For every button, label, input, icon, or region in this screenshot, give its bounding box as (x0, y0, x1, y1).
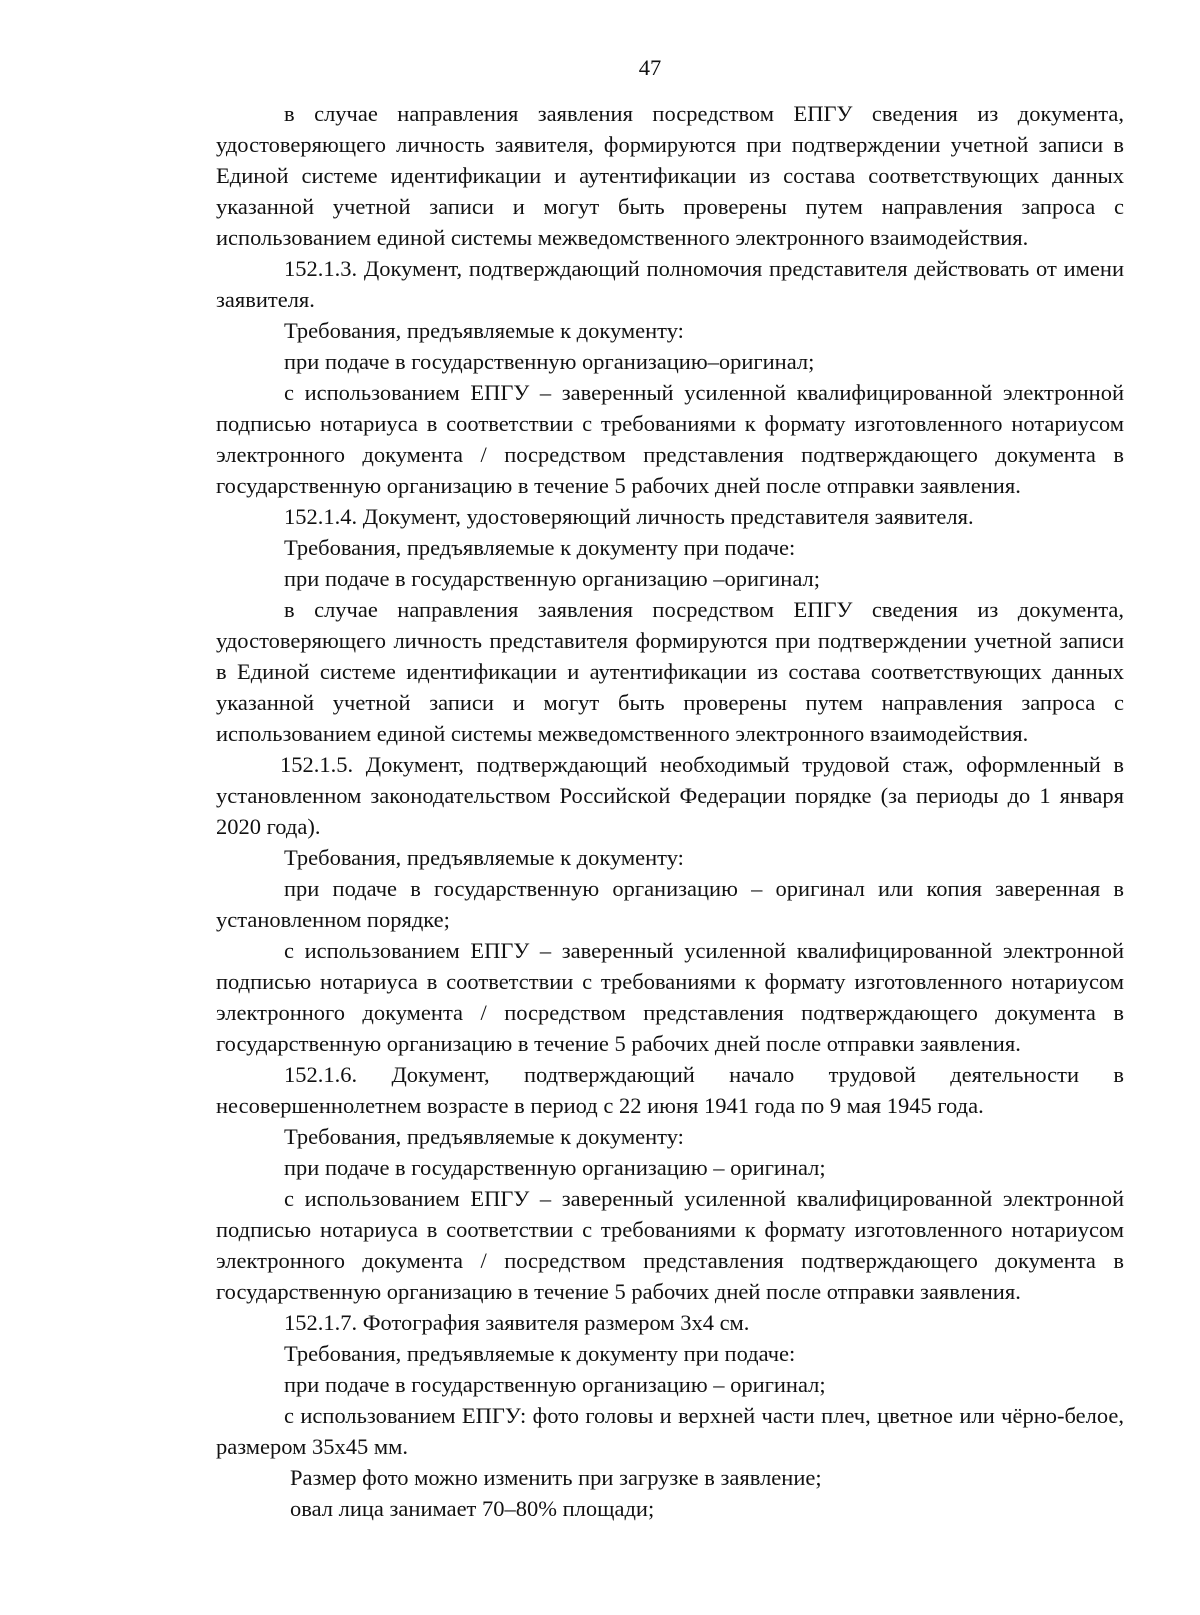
paragraph-epgu-notary: с использованием ЕПГУ – заверенный усиленной квалифицированной электронной подписью нотариуса в соответствии с требованиями к формату изготовленного нотариусом электронного документа / посредством представления подтверждающего документа в государственную организацию в течение 5 рабочих дней после отправки заявления. (216, 1186, 1124, 1304)
paragraph-152-1-5-heading: 152.1.5. Документ, подтверждающий необходимый трудовой стаж, оформленный в установленном законодательством Российской Федерации порядке (за периоды до 1 января 2020 года). (216, 752, 1124, 839)
paragraph-original: при подаче в государственную организацию –оригинал; (284, 566, 821, 591)
document-body (216, 98, 1124, 1524)
paragraph-requirements: Требования, предъявляемые к документу: (284, 1124, 684, 1149)
paragraph-epgu-notary: с использованием ЕПГУ – заверенный усиленной квалифицированной электронной подписью нотариуса в соответствии с требованиями к формату изготовленного нотариусом электронного документа / посредством представления подтверждающего документа в государственную организацию в течение 5 рабочих дней после отправки заявления. (216, 938, 1124, 1056)
paragraph-requirements-submission: Требования, предъявляемые к документу при подаче: (284, 1341, 796, 1366)
paragraph-epgu-notary: с использованием ЕПГУ – заверенный усиленной квалифицированной электронной подписью нотариуса в соответствии с требованиями к формату изготовленного нотариусом электронного документа / посредством представления подтверждающего документа в государственную организацию в течение 5 рабочих дней после отправки заявления. (216, 380, 1124, 498)
paragraph-152-1-7-heading: 152.1.7. Фотография заявителя размером 3х4 см. (284, 1310, 750, 1335)
paragraph-requirements: Требования, предъявляемые к документу: (284, 845, 684, 870)
paragraph-original-or-copy: при подаче в государственную организацию – оригинал или копия заверенная в установленном порядке; (216, 876, 1124, 932)
paragraph-requirements-submission: Требования, предъявляемые к документу при подаче: (284, 535, 796, 560)
paragraph-original: при подаче в государственную организацию–оригинал; (284, 349, 815, 374)
paragraph-original: при подаче в государственную организацию – оригинал; (284, 1155, 826, 1180)
paragraph-152-1-3-heading: 152.1.3. Документ, подтверждающий полномочия представителя действовать от имени заявителя. (216, 256, 1124, 312)
paragraph-152-1-6-heading: 152.1.6. Документ, подтверждающий начало трудовой деятельности в несовершеннолетнем возрасте в период с 22 июня 1941 года по 9 мая 1945 года. (216, 1062, 1124, 1118)
paragraph-epgu-identity-representative: в случае направления заявления посредством ЕПГУ сведения из документа, удостоверяющего личность представителя формируются при подтверждении учетной записи в Единой системе идентификации и аутентификации из состава соответствующих данных указанной учетной записи и могут быть проверены путем направления запроса с использованием единой системы межведомственного электронного взаимодействия. (216, 597, 1124, 746)
page-number: 47 (638, 55, 662, 80)
paragraph-epgu-photo: с использованием ЕПГУ: фото головы и верхней части плеч, цветное или чёрно-белое, размером 35х45 мм. (216, 1403, 1124, 1459)
paragraph-face-oval: овал лица занимает 70–80% площади; (290, 1496, 655, 1521)
paragraph-requirements: Требования, предъявляемые к документу: (284, 318, 684, 343)
paragraph-152-1-4-heading: 152.1.4. Документ, удостоверяющий личность представителя заявителя. (284, 504, 974, 529)
paragraph-epgu-identity-applicant: в случае направления заявления посредством ЕПГУ сведения из документа, удостоверяющего личность заявителя, формируются при подтверждении учетной записи в Единой системе идентификации и аутентификации из состава соответствующих данных указанной учетной записи и могут быть проверены путем направления запроса с использованием единой системы межведомственного электронного взаимодействия. (216, 101, 1124, 250)
paragraph-photo-resize: Размер фото можно изменить при загрузке в заявление; (290, 1465, 822, 1490)
paragraph-original: при подаче в государственную организацию – оригинал; (284, 1372, 826, 1397)
